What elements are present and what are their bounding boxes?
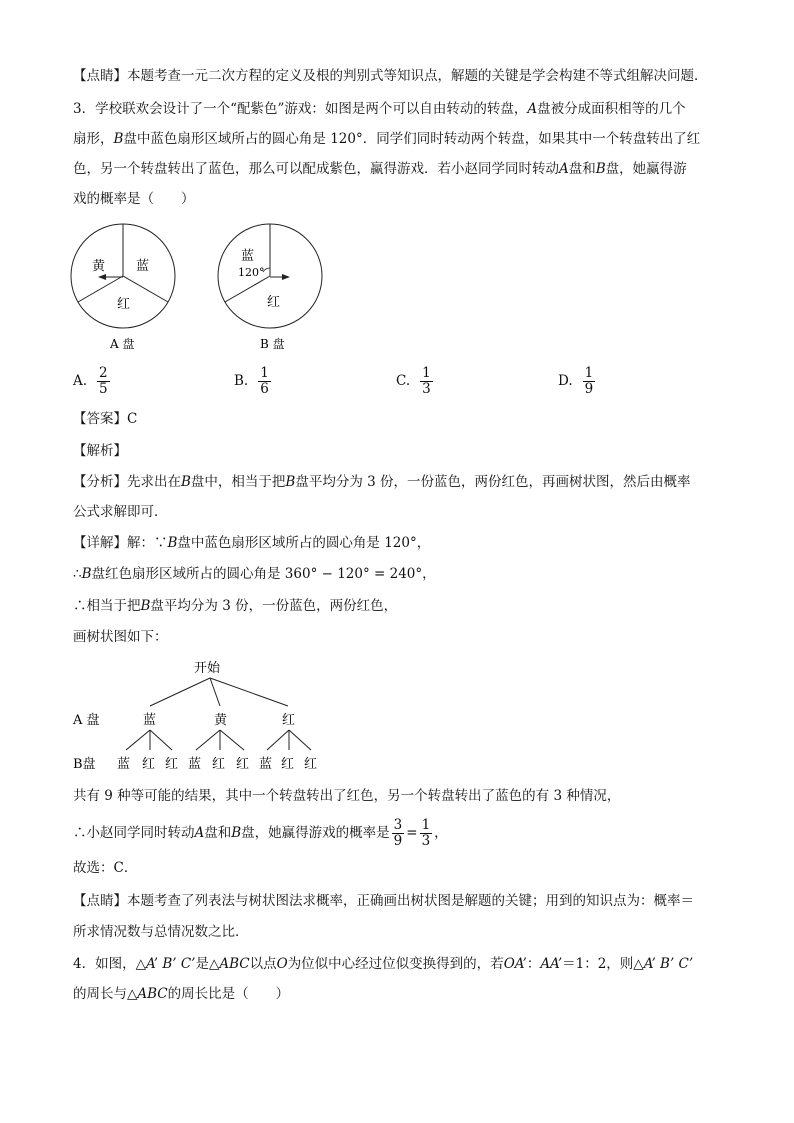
tree-label-b: B盘 [73, 757, 96, 772]
disk-a [71, 224, 175, 351]
spinner-figure [60, 220, 340, 360]
tree-level1-yellow: 黄 [214, 713, 228, 728]
tree-start: 开始 [194, 661, 221, 676]
fenxi-line-2: 公式求解即可． [73, 504, 168, 520]
option-b-fraction: $\frac{1}{6}$ [260, 365, 269, 397]
tree-label-a: A 盘 [73, 713, 100, 728]
q3-line-4: 戏的概率是（ ） [73, 191, 195, 207]
tree-leaf: 红 [212, 757, 226, 772]
detail-line-1: 【详解】解：∵B盘中蓝色扇形区域所占的圆心角是 120°， [73, 535, 431, 551]
result-line-1: 共有 9 种等可能的结果，其中一个转盘转出了红色，另一个转盘转出了蓝色的有 3 种情况， [73, 788, 621, 804]
tree-leaf: 蓝 [117, 757, 131, 772]
analysis-title: 【解析】 [73, 443, 127, 459]
disk-a-red-label: 红 [117, 297, 131, 312]
note-paragraph-2-line-2: 所求情况数与总情况数之比． [73, 924, 249, 940]
detail-line-4: 画树状图如下： [73, 629, 168, 645]
tree-leaf: 红 [142, 757, 156, 772]
result-fraction-1: $\frac{3}{9}$ [393, 817, 403, 849]
q3-line-3: 色，另一个转盘转出了蓝色，那么可以配成紫色，赢得游戏．若小赵同学同时转动A盘和B盘，她赢得游 [73, 161, 687, 177]
result-line-2: ∴小赵同学同时转动A盘和B盘，她赢得游戏的概率是 $\frac{3}{9}$ = $\frac{1}{3}$ ， [73, 817, 448, 849]
option-c-fraction: $\frac{1}{3}$ [422, 365, 431, 397]
disk-b-blue-label: 蓝 [241, 249, 255, 264]
option-a-fraction: $\frac{2}{5}$ [99, 365, 108, 397]
detail-line-2: ∴B盘红色扇形区域所占的圆心角是 360° − 120° = 240°， [73, 566, 436, 582]
option-d-fraction: $\frac{1}{9}$ [584, 365, 594, 397]
option-b[interactable]: B. $\frac{1}{6}$ [234, 365, 269, 397]
detail-line-3: ∴相当于把B盘平均分为 3 份，一份蓝色，两份红色， [73, 598, 398, 614]
disk-b [218, 224, 322, 351]
tree-level1-blue: 蓝 [143, 713, 157, 728]
disk-a-blue-label: 蓝 [136, 259, 150, 274]
note-paragraph-1: 【点睛】本题考查一元二次方程的定义及根的判别式等知识点，解题的关键是学会构建不等式组解决问题． [73, 68, 708, 84]
q3-line-1: 3．学校联欢会设计了一个“配紫色”游戏：如图是两个可以自由转动的转盘，A盘被分成面积相等的几个 [73, 101, 686, 117]
answer-line: 【答案】C [73, 411, 138, 427]
tree-leaf: 红 [236, 757, 250, 772]
disk-b-red-label: 红 [267, 295, 281, 310]
note-paragraph-2-line-1: 【点睛】本题考查了列表法与树状图法求概率，正确画出树状图是解题的关键；用到的知识点为：概率＝ [73, 893, 694, 909]
tree-leaf: 蓝 [188, 757, 202, 772]
result-line-3: 故选：C． [73, 860, 138, 876]
tree-leaf: 红 [281, 757, 295, 772]
q4-line-2: 的周长与△ABC的周长比是（ ） [73, 986, 290, 1002]
tree-diagram [60, 650, 360, 780]
tree-leaf: 红 [165, 757, 179, 772]
disk-b-caption: B 盘 [260, 337, 285, 351]
result-fraction-2: $\frac{1}{3}$ [421, 817, 431, 849]
tree-level1-red: 红 [282, 713, 296, 728]
q4-line-1: 4．如图，△A’ B’ C’是△ABC以点O为位似中心经过位似变换得到的，若OA’：AA’＝1：2，则△A’ B’ C’ [73, 956, 694, 972]
tree-leaf: 蓝 [259, 757, 273, 772]
q3-line-2: 扇形，B盘中蓝色扇形区域所占的圆心角是 120°．同学们同时转动两个转盘，如果其中一个转盘转出了红 [73, 131, 701, 147]
disk-b-angle-label: 120° [238, 266, 265, 279]
option-c[interactable]: C. $\frac{1}{3}$ [396, 365, 431, 397]
option-d[interactable]: D. $\frac{1}{9}$ [558, 365, 594, 397]
tree-leaf: 红 [304, 757, 318, 772]
option-a[interactable]: A. $\frac{2}{5}$ [73, 365, 108, 397]
fenxi-line-1: 【分析】先求出在B盘中，相当于把B盘平均分为 3 份，一份蓝色，两份红色，再画树状图，然后由概率 [73, 474, 691, 490]
disk-a-yellow-label: 黄 [92, 259, 106, 274]
disk-a-caption: A 盘 [110, 337, 135, 351]
